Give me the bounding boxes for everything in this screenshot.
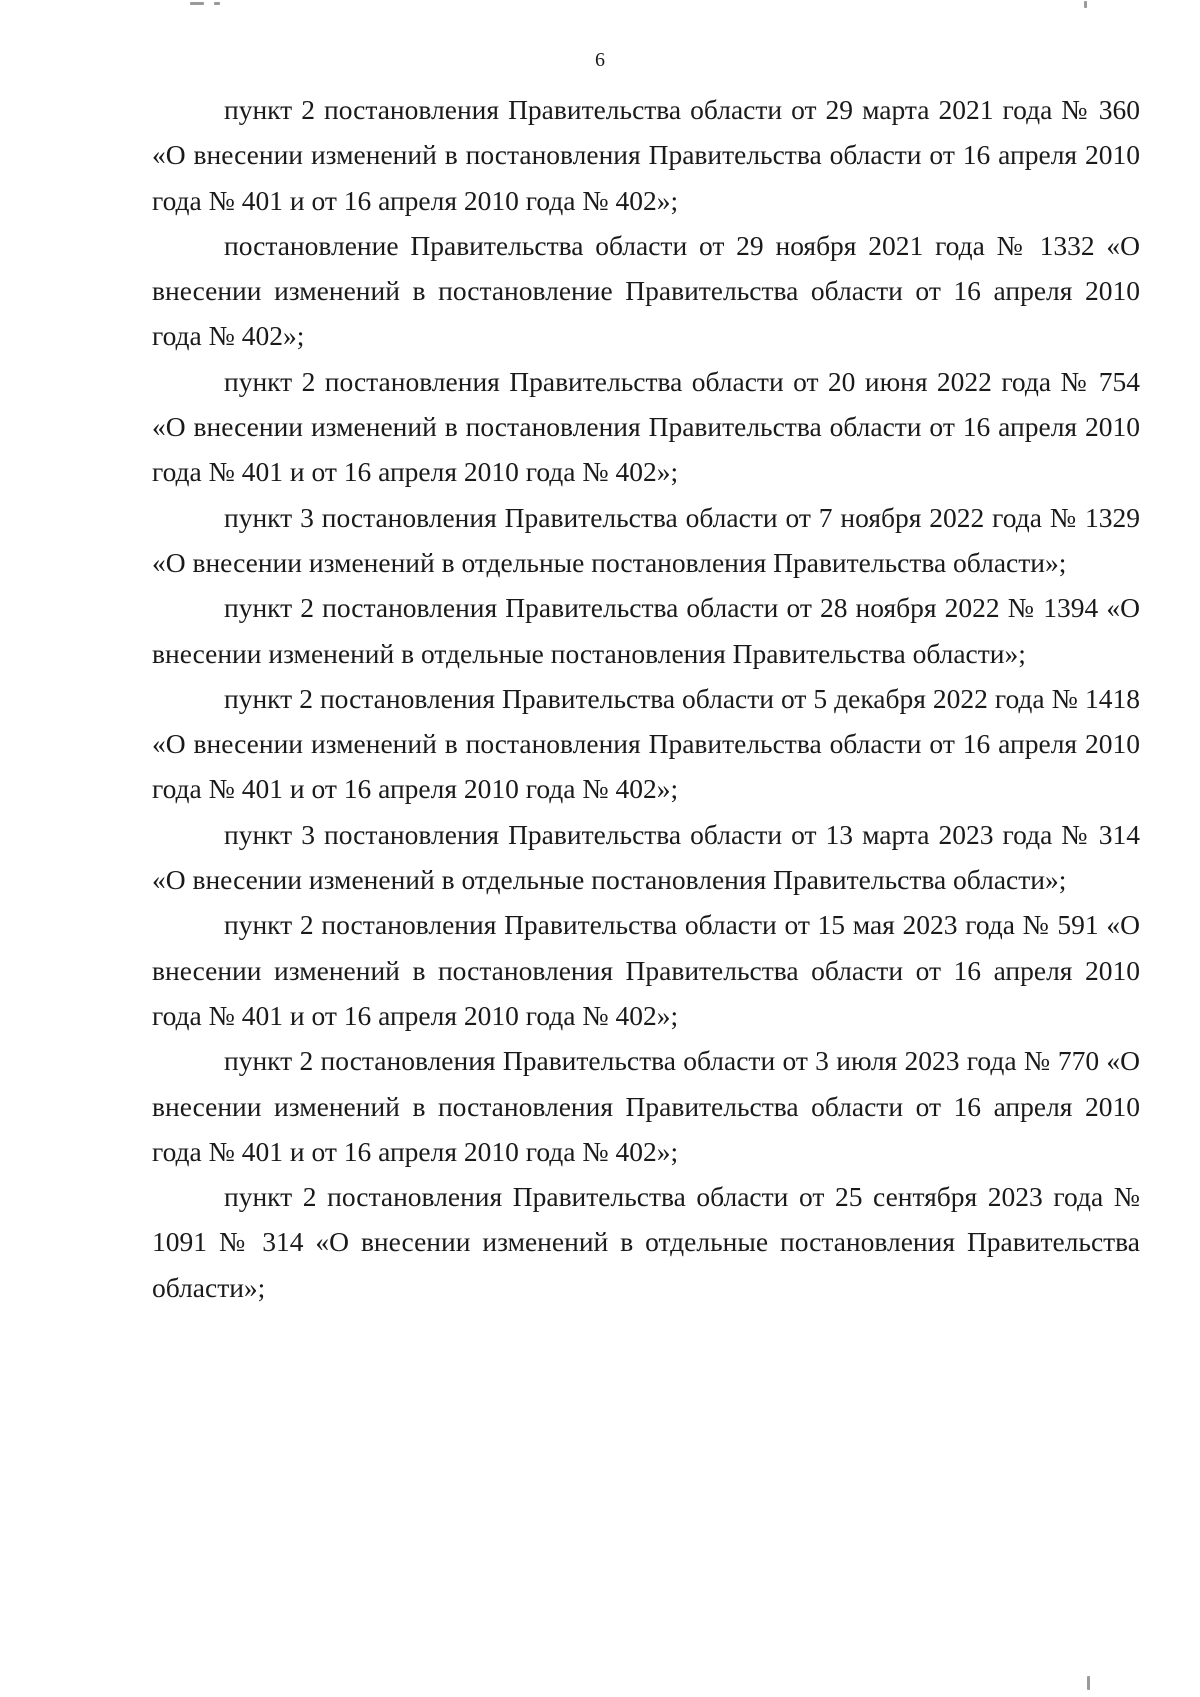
paragraph: пункт 3 постановления Правительства области от 13 марта 2023 года № 314 «О внесении изменений в отдельные постановления Правительства области»; bbox=[152, 818, 1140, 896]
scan-artifact bbox=[190, 2, 204, 5]
scan-artifact bbox=[1084, 1, 1087, 8]
scan-artifact bbox=[214, 2, 220, 5]
paragraph: пункт 2 постановления Правительства области от 3 июля 2023 года № 770 «О внесении изменений в постановления Правительства области от 16 апреля 2010 года № 401 и от 16 апреля 2010 года № 402»; bbox=[152, 1045, 1140, 1167]
paragraph: пункт 2 постановления Правительства области от 20 июня 2022 года № 754 «О внесении изменений в постановления Правительства области от 16 апреля 2010 года № 401 и от 16 апреля 2010 года № 402»; bbox=[152, 365, 1140, 488]
page-number: 6 bbox=[595, 49, 605, 71]
paragraph: пункт 2 постановления Правительства области от 25 сентября 2023 года № 1091 № 314 «О внесении изменений в отдельные постановления Правительства области»; bbox=[152, 1181, 1140, 1303]
paragraph: пункт 2 постановления Правительства области от 29 марта 2021 года № 360 «О внесении изменений в постановления Правительства области от 16 апреля 2010 года № 401 и от 16 апреля 2010 года № 402»; bbox=[152, 94, 1140, 216]
paragraph: постановление Правительства области от 29 ноября 2021 года № 1332 «О внесении изменений в постановление Правительства области от 16 апреля 2010 года № 402»; bbox=[152, 229, 1140, 352]
paragraph: пункт 2 постановления Правительства области от 28 ноября 2022 № 1394 «О внесении изменений в отдельные постановления Правительства области»; bbox=[152, 592, 1140, 669]
paragraph: пункт 2 постановления Правительства области от 5 декабря 2022 года № 1418 «О внесении изменений в постановления Правительства области от 16 апреля 2010 года № 401 и от 16 апреля 2010 года № 402»; bbox=[152, 682, 1140, 805]
document-body bbox=[152, 87, 1140, 1310]
paragraph: пункт 3 постановления Правительства области от 7 ноября 2022 года № 1329 «О внесении изменений в отдельные постановления Правительства области»; bbox=[152, 501, 1140, 578]
paragraph: пункт 2 постановления Правительства области от 15 мая 2023 года № 591 «О внесении изменений в постановления Правительства области от 16 апреля 2010 года № 401 и от 16 апреля 2010 года № 402»; bbox=[152, 909, 1140, 1031]
scan-artifact bbox=[1087, 1676, 1090, 1690]
